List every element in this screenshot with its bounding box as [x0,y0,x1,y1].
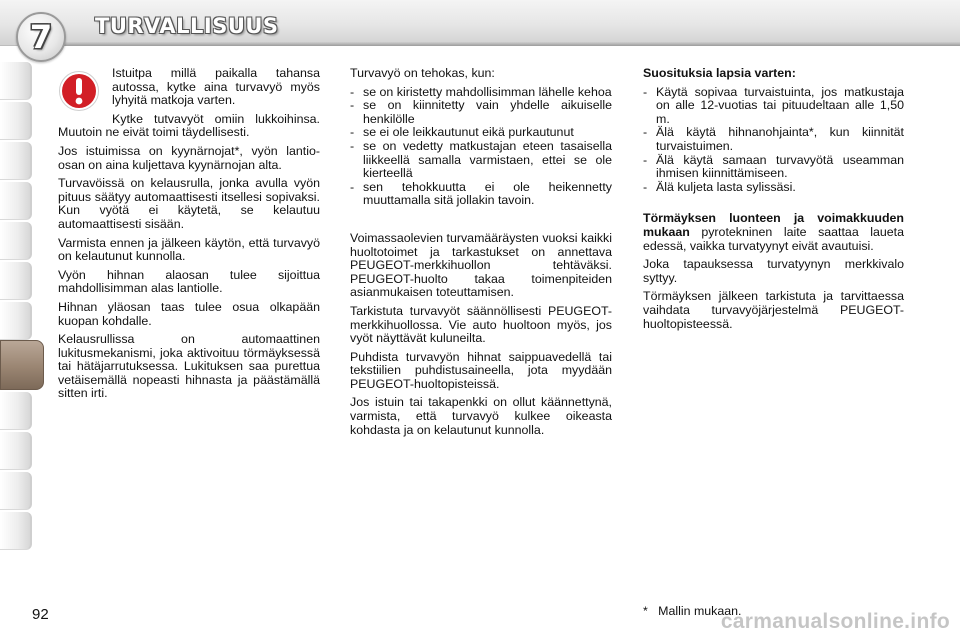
list-item: - Älä käytä samaan turvavyötä useamman ihmisen kiinnittämiseen. [643,152,904,181]
list-item: - sen tehokkuutta ei ole heikennetty muuttamalla sitä jollakin tavoin. [350,179,612,208]
left-column [58,67,320,406]
warning-text: Istuitpa millä paikalla tahansa autossa, kytke aina turvavyö myös lyhyitä matkoja varten. [112,66,320,108]
page-number: 92 [32,606,49,623]
chapter-badge [16,12,66,62]
paragraph: Vyön hihnan alaosan tulee sijoittua mahdollisimman alas lantiolle. [58,267,320,296]
chapter-tab-active[interactable] [0,340,44,390]
paragraph: Jos istuimissa on kyynärnojat*, vyön lantio-osan on aina kuljettava kyynärnojan alta. [58,143,320,172]
list-item: - se on vedetty matkustajan eteen tasaisella liikkeellä samalla varmistaen, ettei se ole kierteellä [350,138,612,181]
chapter-tab[interactable] [0,62,32,100]
chapter-tab[interactable] [0,142,32,180]
paragraph: Joka tapauksessa turvatyynyn merkkivalo syttyy. [643,257,904,285]
paragraph: Jos istuin tai takapenkki on ollut käännettynä, varmista, että turvavyö kulkee oikeasta kohdasta ja on kelautunut kunnolla. [350,395,612,437]
chapter-tab[interactable] [0,432,32,470]
collision-bold: Törmäyksen luonteen ja voimakkuuden mukaan [643,211,904,239]
warning-intro [58,67,320,108]
spacer [643,194,904,212]
paragraph: Turvavöissä on kelausrulla, jonka avulla vyön pituus säätyy automaattisesti itsellesi sopivaksi. Kun vyötä ei käytetä, se kelautuu automaattisesti sisään. [58,176,320,231]
conditions-list [350,86,612,208]
chapter-tab[interactable] [0,392,32,430]
header-divider [60,42,960,46]
right-column [643,67,904,336]
list-item: - se on kiinnitetty vain yhdelle aikuiselle henkilölle [350,98,612,126]
footnote: * Mallin mukaan. [643,604,742,618]
chapter-tab[interactable] [0,182,32,220]
children-list [643,86,904,195]
chapter-number: 7 [29,18,53,56]
list-item: - se ei ole leikkautunut eikä purkautunut [350,125,574,140]
paragraph: Voimassaolevien turvamääräysten vuoksi kaikki huoltotoimet ja tarkastukset on annettava PEUGEOT-merkkihuollon tehtäväksi. PEUGEOT-huolto takaa toimenpiteiden asianmukaisen toteuttamisen. [350,230,612,300]
chapter-tab[interactable] [0,262,32,300]
chapter-tab[interactable] [0,472,32,510]
paragraph: Törmäyksen jälkeen tarkistuta ja tarvittaessa vaihdata turvavyöjärjestelmä PEUGEOT-huoltopisteessä. [643,289,904,331]
paragraph: Puhdista turvavyön hihnat saippuavedellä tai tekstiilien puhdistusaineella, jota myydään PEUGEOT-huoltopisteissä. [350,349,612,391]
collision-rest: pyrotekninen laite saattaa laueta edessä, vaikka turvatyynyt eivät avautuisi. [643,224,904,253]
children-heading: Suosituksia lapsia varten: [643,66,796,80]
list-item: - se on kiristetty mahdollisimman lähelle kehoa [350,84,612,99]
collision-paragraph [643,212,904,253]
paragraph: Kytke tutvavyöt omiin lukkoihinsa. Muutoin ne eivät toimi täydellisesti. [58,111,320,140]
middle-column [350,67,612,442]
paragraph: Tarkistuta turvavyöt säännöllisesti PEUGEOT-merkkihuollossa. Vie auto huoltoon myös, jos vyöt näyttävät kuluneilta. [350,303,612,346]
spacer [350,208,612,232]
list-item: - Käytä sopivaa turvaistuinta, jos matkustaja on alle 12-vuotias tai pituudeltaan alle 1,50 m. [643,84,904,126]
section-title: TURVALLISUUS [95,14,279,38]
chapter-tab[interactable] [0,512,32,550]
chapter-tab[interactable] [0,222,32,260]
list-item: - Älä käytä hihnanohjainta*, kun kiinnität turvaistuimen. [643,125,904,153]
chapter-tabs [0,62,32,578]
list-item: - Älä kuljeta lasta sylissäsi. [643,179,796,194]
chapter-tab[interactable] [0,302,32,340]
watermark: carmanualsonline.info [720,610,950,633]
paragraph: Kelausrullissa on automaattinen lukitusmekanismi, joka aktivoituu törmäyksessä tai hätäjarrutuksessa. Lukituksen saa purettua vetäisemällä nopeasti hihnasta ja päästämällä sitten irti. [58,332,320,401]
chapter-tab[interactable] [0,102,32,140]
paragraph: Hihnan yläosan taas tulee osua olkapään kuopan kohdalle. [58,299,320,328]
paragraph: Varmista ennen ja jälkeen käytön, että turvavyö on kelautunut kunnolla. [58,235,320,264]
conditions-intro: Turvavyö on tehokas, kun: [350,66,495,80]
